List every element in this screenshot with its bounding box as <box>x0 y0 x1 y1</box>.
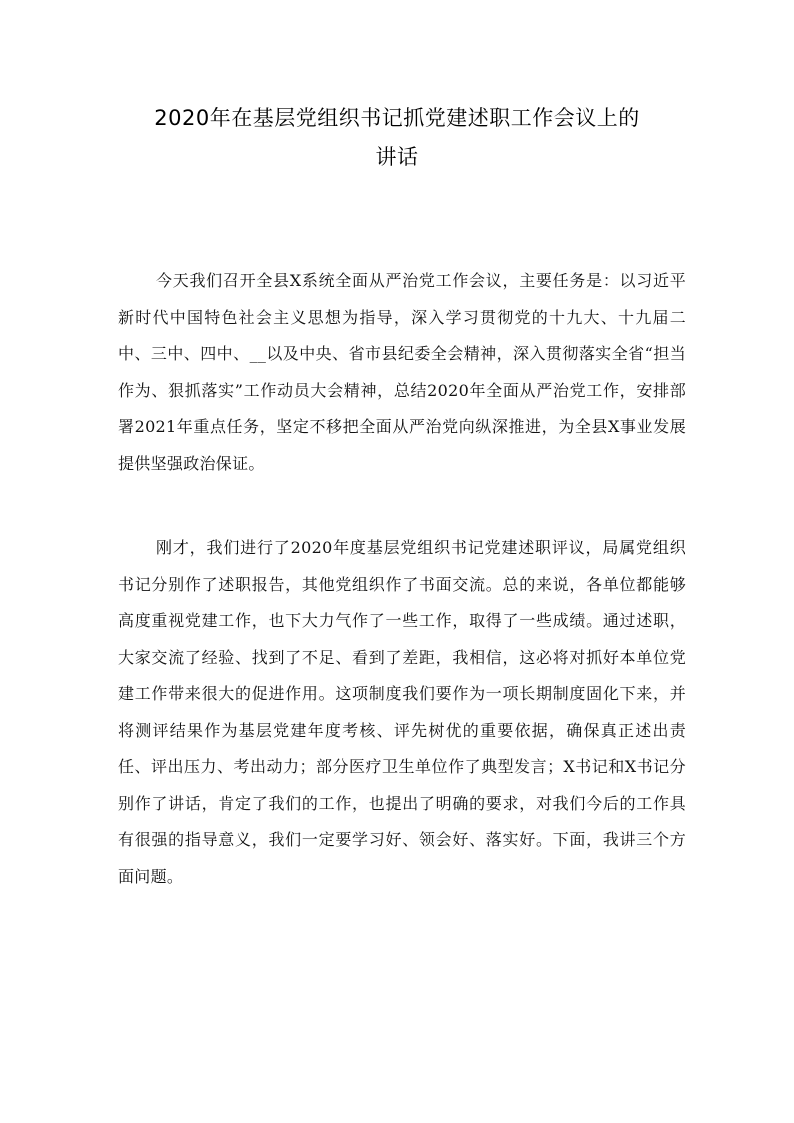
document-title-line-2: 讲话 <box>375 145 419 169</box>
document-title-line-1: 2020年在基层党组织书记抓党建述职工作会议上的 <box>154 106 640 130</box>
body-paragraph-2: 刚才，我们进行了2020年度基层党组织书记党建述职评议，局属党组织书记分别作了述职报告，其他党组织作了书面交流。总的来说，各单位都能够高度重视党建工作，也下大力气作了一些工作，取得了一些成绩。通过述职，大家交流了经验、找到了不足、看到了差距，我相信，这必将对抓好本单位党建工作带来很大的促进作用。这项制度我们要作为一项长期制度固化下来，并将测评结果作为基层党建年度考核、评先树优的重要依据，确保真正述出责任、评出压力、考出动力；部分医疗卫生单位作了典型发言；X书记和X书记分别作了讲话，肯定了我们的工作，也提出了明确的要求，对我们今后的工作具有很强的指导意义，我们一定要学习好、领会好、落实好。下面，我讲三个方面问题。 <box>118 538 686 886</box>
body-paragraph-1: 今天我们召开全县X系统全面从严治党工作会议，主要任务是：以习近平新时代中国特色社会主义思想为指导，深入学习贯彻党的十九大、十九届二中、三中、四中、__以及中央、省市县纪委全会精神，深入贯彻落实全省“担当作为、狠抓落实”工作动员大会精神，总结2020年全面从严治党工作，安排部署2021年重点任务，坚定不移把全面从严治党向纵深推进，为全县X事业发展提供坚强政治保证。 <box>118 271 686 473</box>
